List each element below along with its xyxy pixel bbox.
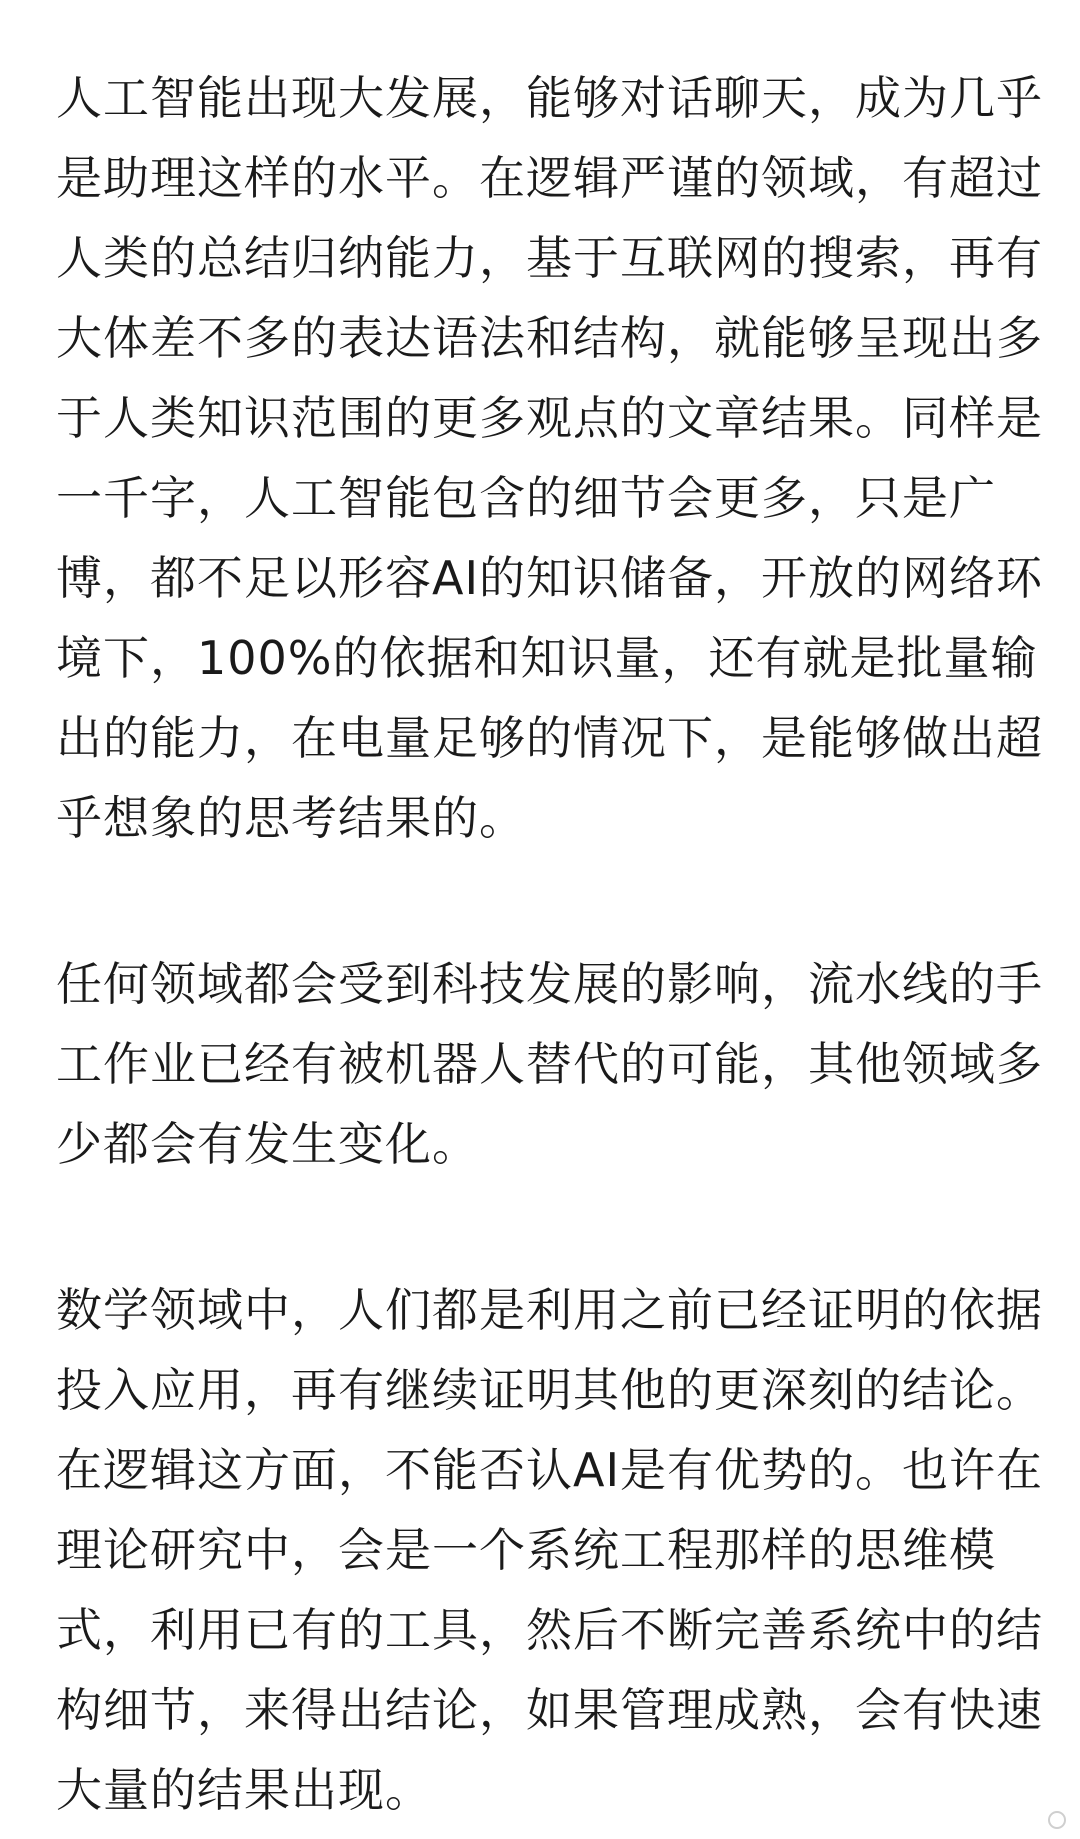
text-line: 人类的总结归纳能力，基于互联网的搜索，再有: [56, 231, 1043, 285]
paragraph-spacer: [56, 1184, 1036, 1270]
text-line: 少都会有发生变化。: [56, 1117, 479, 1171]
text-line: 任何领域都会受到科技发展的影响，流水线的手: [56, 957, 1043, 1011]
text-line: 理论研究中，会是一个系统工程那样的思维模: [56, 1523, 996, 1577]
text-line: 一千字，人工智能包含的细节会更多，只是广: [56, 471, 996, 525]
text-line: 大量的结果出现。: [56, 1763, 432, 1817]
paragraph-3: [56, 1270, 1044, 1830]
paragraph-1: [56, 58, 1044, 858]
paragraph-spacer: [56, 858, 1036, 944]
text-line: 博，都不足以形容AI的知识储备，开放的网络环: [56, 551, 1044, 605]
text-line: 式，利用已有的工具，然后不断完善系统中的结: [56, 1603, 1043, 1657]
text-line: 乎想象的思考结果的。: [56, 791, 526, 845]
text-line: 于人类知识范围的更多观点的文章结果。同样是: [56, 391, 1043, 445]
text-line: 工作业已经有被机器人替代的可能，其他领域多: [56, 1037, 1043, 1091]
article-body: [56, 58, 1044, 1830]
watermark: [1048, 1811, 1066, 1829]
text-line: 人工智能出现大发展，能够对话聊天，成为几乎: [56, 71, 1043, 125]
text-line: 数学领域中，人们都是利用之前已经证明的依据: [56, 1283, 1043, 1337]
text-line: 投入应用，再有继续证明其他的更深刻的结论。: [56, 1363, 1043, 1417]
text-line: 出的能力，在电量足够的情况下，是能够做出超: [56, 711, 1043, 765]
text-line: 大体差不多的表达语法和结构，就能够呈现出多: [56, 311, 1043, 365]
text-line: 构细节，来得出结论，如果管理成熟，会有快速: [56, 1683, 1043, 1737]
text-line: 在逻辑这方面，不能否认AI是有优势的。也许在: [56, 1443, 1044, 1497]
paragraph-2: [56, 944, 1043, 1184]
watermark-logo-icon: [1048, 1811, 1066, 1829]
text-line: 是助理这样的水平。在逻辑严谨的领域，有超过: [56, 151, 1043, 205]
text-line: 境下，100%的依据和知识量，还有就是批量输: [56, 631, 1038, 685]
